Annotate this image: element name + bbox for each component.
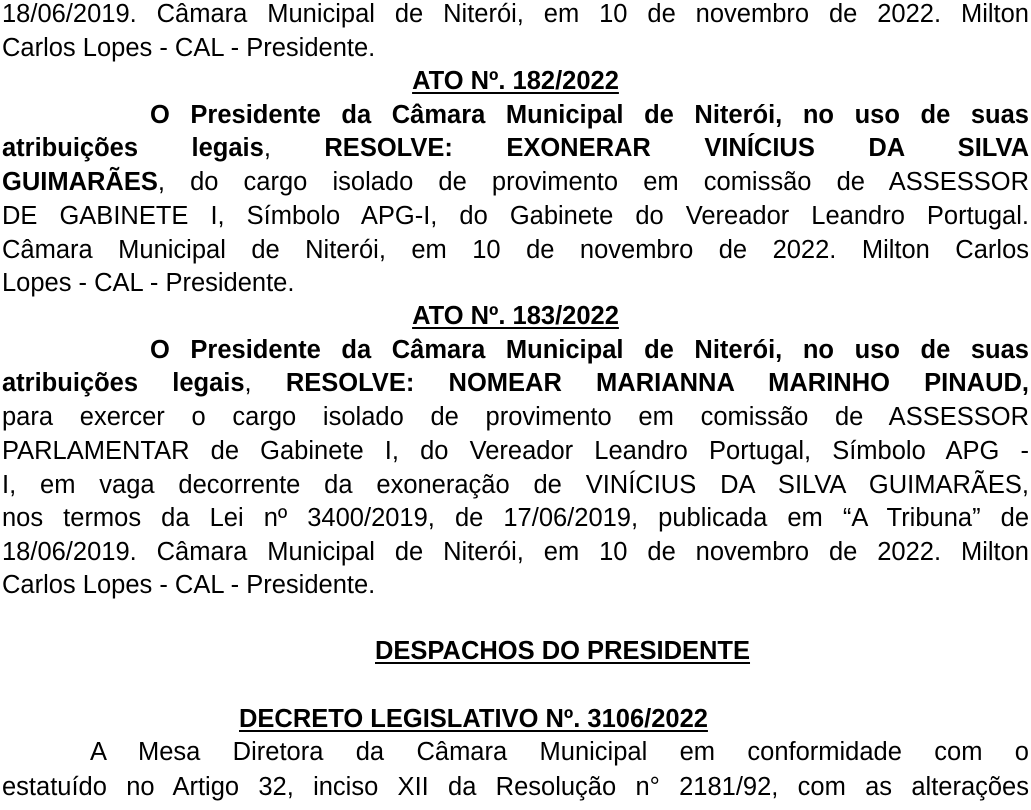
ato-183-line-7: 18/06/2019. Câmara Municipal de Niterói, em 10 de novembro de 2022. Milton — [2, 538, 1029, 566]
ato-182-line-5: Câmara Municipal de Niterói, em 10 de novembro de 2022. Milton Carlos — [2, 236, 1029, 264]
ato-183-line-8: Carlos Lopes - CAL - Presidente. — [2, 571, 376, 599]
ato-183-heading: ATO Nº. 183/2022 — [412, 302, 619, 330]
decreto-heading: DECRETO LEGISLATIVO Nº. 3106/2022 — [239, 705, 708, 733]
ato-182-line-4: DE GABINETE I, Símbolo APG-I, do Gabinete do Vereador Leandro Portugal. — [2, 202, 1029, 230]
ato-183-line-1: O Presidente da Câmara Municipal de Niterói, no uso de suas — [150, 336, 1029, 364]
ato-183-line-4: PARLAMENTAR de Gabinete I, do Vereador Leandro Portugal, Símbolo APG - — [2, 437, 1029, 465]
ato-183-line-3: para exercer o cargo isolado de provimento em comissão de ASSESSOR — [2, 403, 1029, 431]
ato-183-line-2: atribuições legais, RESOLVE: NOMEAR MARIANNA MARINHO PINAUD, — [2, 369, 1029, 397]
ato-182-line-6: Lopes - CAL - Presidente. — [2, 269, 295, 297]
ato-181-tail-line-2: Carlos Lopes - CAL - Presidente. — [2, 34, 376, 62]
decreto-line-2: estatuído no Artigo 32, inciso XII da Resolução n° 2181/92, com as alterações — [2, 773, 1029, 801]
despachos-heading: DESPACHOS DO PRESIDENTE — [375, 637, 751, 665]
ato-181-tail-line-1: 18/06/2019. Câmara Municipal de Niterói, em 10 de novembro de 2022. Milton — [2, 0, 1029, 28]
ato-183-line-5: I, em vaga decorrente da exoneração de VINÍCIUS DA SILVA GUIMARÃES, — [2, 471, 1029, 499]
ato-182-line-3: GUIMARÃES, do cargo isolado de provimento em comissão de ASSESSOR — [2, 168, 1029, 196]
ato-182-heading: ATO Nº. 182/2022 — [412, 67, 619, 95]
ato-182-line-1: O Presidente da Câmara Municipal de Niterói, no uso de suas — [150, 101, 1029, 129]
decreto-line-1: A Mesa Diretora da Câmara Municipal em conformidade com o — [90, 738, 1029, 766]
ato-182-line-2: atribuições legais, RESOLVE: EXONERAR VINÍCIUS DA SILVA — [2, 134, 1029, 162]
ato-183-line-6: nos termos da Lei nº 3400/2019, de 17/06/2019, publicada em “A Tribuna” de — [2, 504, 1029, 532]
